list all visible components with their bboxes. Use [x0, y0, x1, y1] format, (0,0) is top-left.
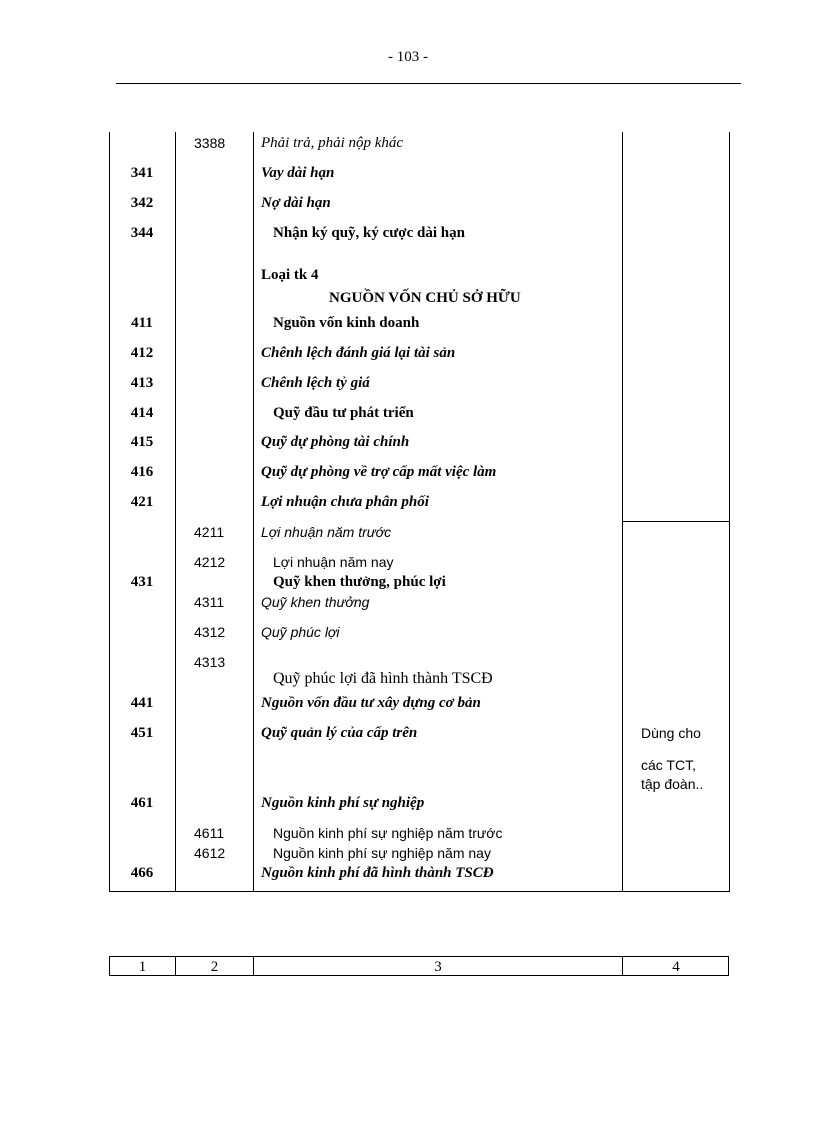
table-row-code: 466 [130, 865, 154, 881]
table-row-name: Quỹ dự phòng về trợ cấp mất việc làm [261, 464, 497, 480]
table-row-name: Phải trả, phải nộp khác [261, 135, 404, 151]
note-cell-divider [622, 521, 729, 522]
table-row-sub-code: 4212 [194, 554, 226, 570]
table-row-code: 341 [130, 165, 154, 181]
table-row-name: Nguồn kinh phí sự nghiệp [261, 795, 425, 811]
table-row-code: 342 [130, 195, 154, 211]
table-row-code: 412 [130, 345, 154, 361]
table-row-code: 431 [130, 574, 154, 590]
table-bottom-border [109, 891, 729, 892]
table-row-sub-code: 3388 [194, 135, 226, 151]
column-number-2: 2 [210, 959, 219, 975]
table-row-sub-code: 4311 [194, 594, 225, 610]
table-row-code: 344 [130, 225, 154, 241]
table-row-code: 411 [131, 315, 153, 331]
table-row-name: Nguồn vốn kinh doanh [273, 315, 420, 331]
table-row-code: 451 [130, 725, 154, 741]
page-number: - 103 - [388, 49, 428, 65]
table-row-name: Quỹ phúc lợi đã hình thành TSCĐ [273, 670, 493, 687]
table-row-sub-code: 4612 [194, 845, 226, 861]
table-row-name: Lợi nhuận năm nay [273, 554, 394, 570]
column-number-3: 3 [434, 959, 442, 975]
section-label: Loại tk 4 [261, 267, 319, 283]
table-row-code: 416 [130, 464, 154, 480]
table-row-name: Nguồn kinh phí sự nghiệp năm trước [273, 825, 503, 841]
column-number-1: 1 [138, 959, 147, 975]
table-row-code: 415 [130, 434, 154, 450]
table-row-code: 441 [130, 695, 154, 711]
header-rule [116, 83, 741, 84]
column-divider-3 [622, 132, 623, 892]
table-row-code: 421 [130, 494, 154, 510]
table-right-border [729, 132, 730, 892]
section-title: NGUỒN VỐN CHỦ SỞ HỮU [329, 290, 521, 306]
table-row-name: Quỹ đầu tư phát triển [273, 405, 414, 421]
table-row-name: Quỹ khen thưởng [261, 594, 370, 610]
table-row-name: Quỹ khen thưởng, phúc lợi [273, 574, 446, 590]
table-row-code: 461 [130, 795, 154, 811]
table-row-name: Quỹ dự phòng tài chính [261, 434, 410, 450]
table-row-name: Quỹ quản lý của cấp trên [261, 725, 418, 741]
table-row-name: Nguồn kinh phí sự nghiệp năm nay [273, 845, 491, 861]
table-row-name: Nguồn vốn đầu tư xây dựng cơ bản [261, 695, 481, 711]
table-left-border [109, 132, 110, 892]
table-row-sub-code: 4312 [194, 624, 226, 640]
column-divider-2 [253, 132, 254, 892]
table-row-name: Lợi nhuận năm trước [261, 524, 392, 540]
table-row-name: Chênh lệch tỷ giá [261, 375, 370, 391]
table-row-sub-code: 4211 [194, 524, 225, 540]
table-row-code: 413 [130, 375, 154, 391]
note-line-3: tập đoàn.. [641, 776, 704, 792]
table-row-sub-code: 4611 [194, 825, 225, 841]
column-divider-1 [175, 132, 176, 892]
note-line-2: các TCT, [641, 757, 696, 773]
note-line-1: Dùng cho [641, 725, 701, 741]
column-number-4: 4 [672, 959, 680, 975]
table-row-name: Vay dài hạn [261, 165, 335, 181]
table-row-name: Chênh lệch đánh giá lại tài sản [261, 345, 456, 361]
table-row-name: Nhận ký quỹ, ký cược dài hạn [273, 225, 465, 241]
table-row-name: Nợ dài hạn [261, 195, 331, 211]
table-row-code: 414 [130, 405, 154, 421]
table-row-name: Quỹ phúc lợi [261, 624, 340, 640]
table-row-sub-code: 4313 [194, 654, 226, 670]
table-row-name: Lợi nhuận chưa phân phối [261, 494, 429, 510]
table-row-name: Nguồn kinh phí đã hình thành TSCĐ [261, 865, 494, 881]
